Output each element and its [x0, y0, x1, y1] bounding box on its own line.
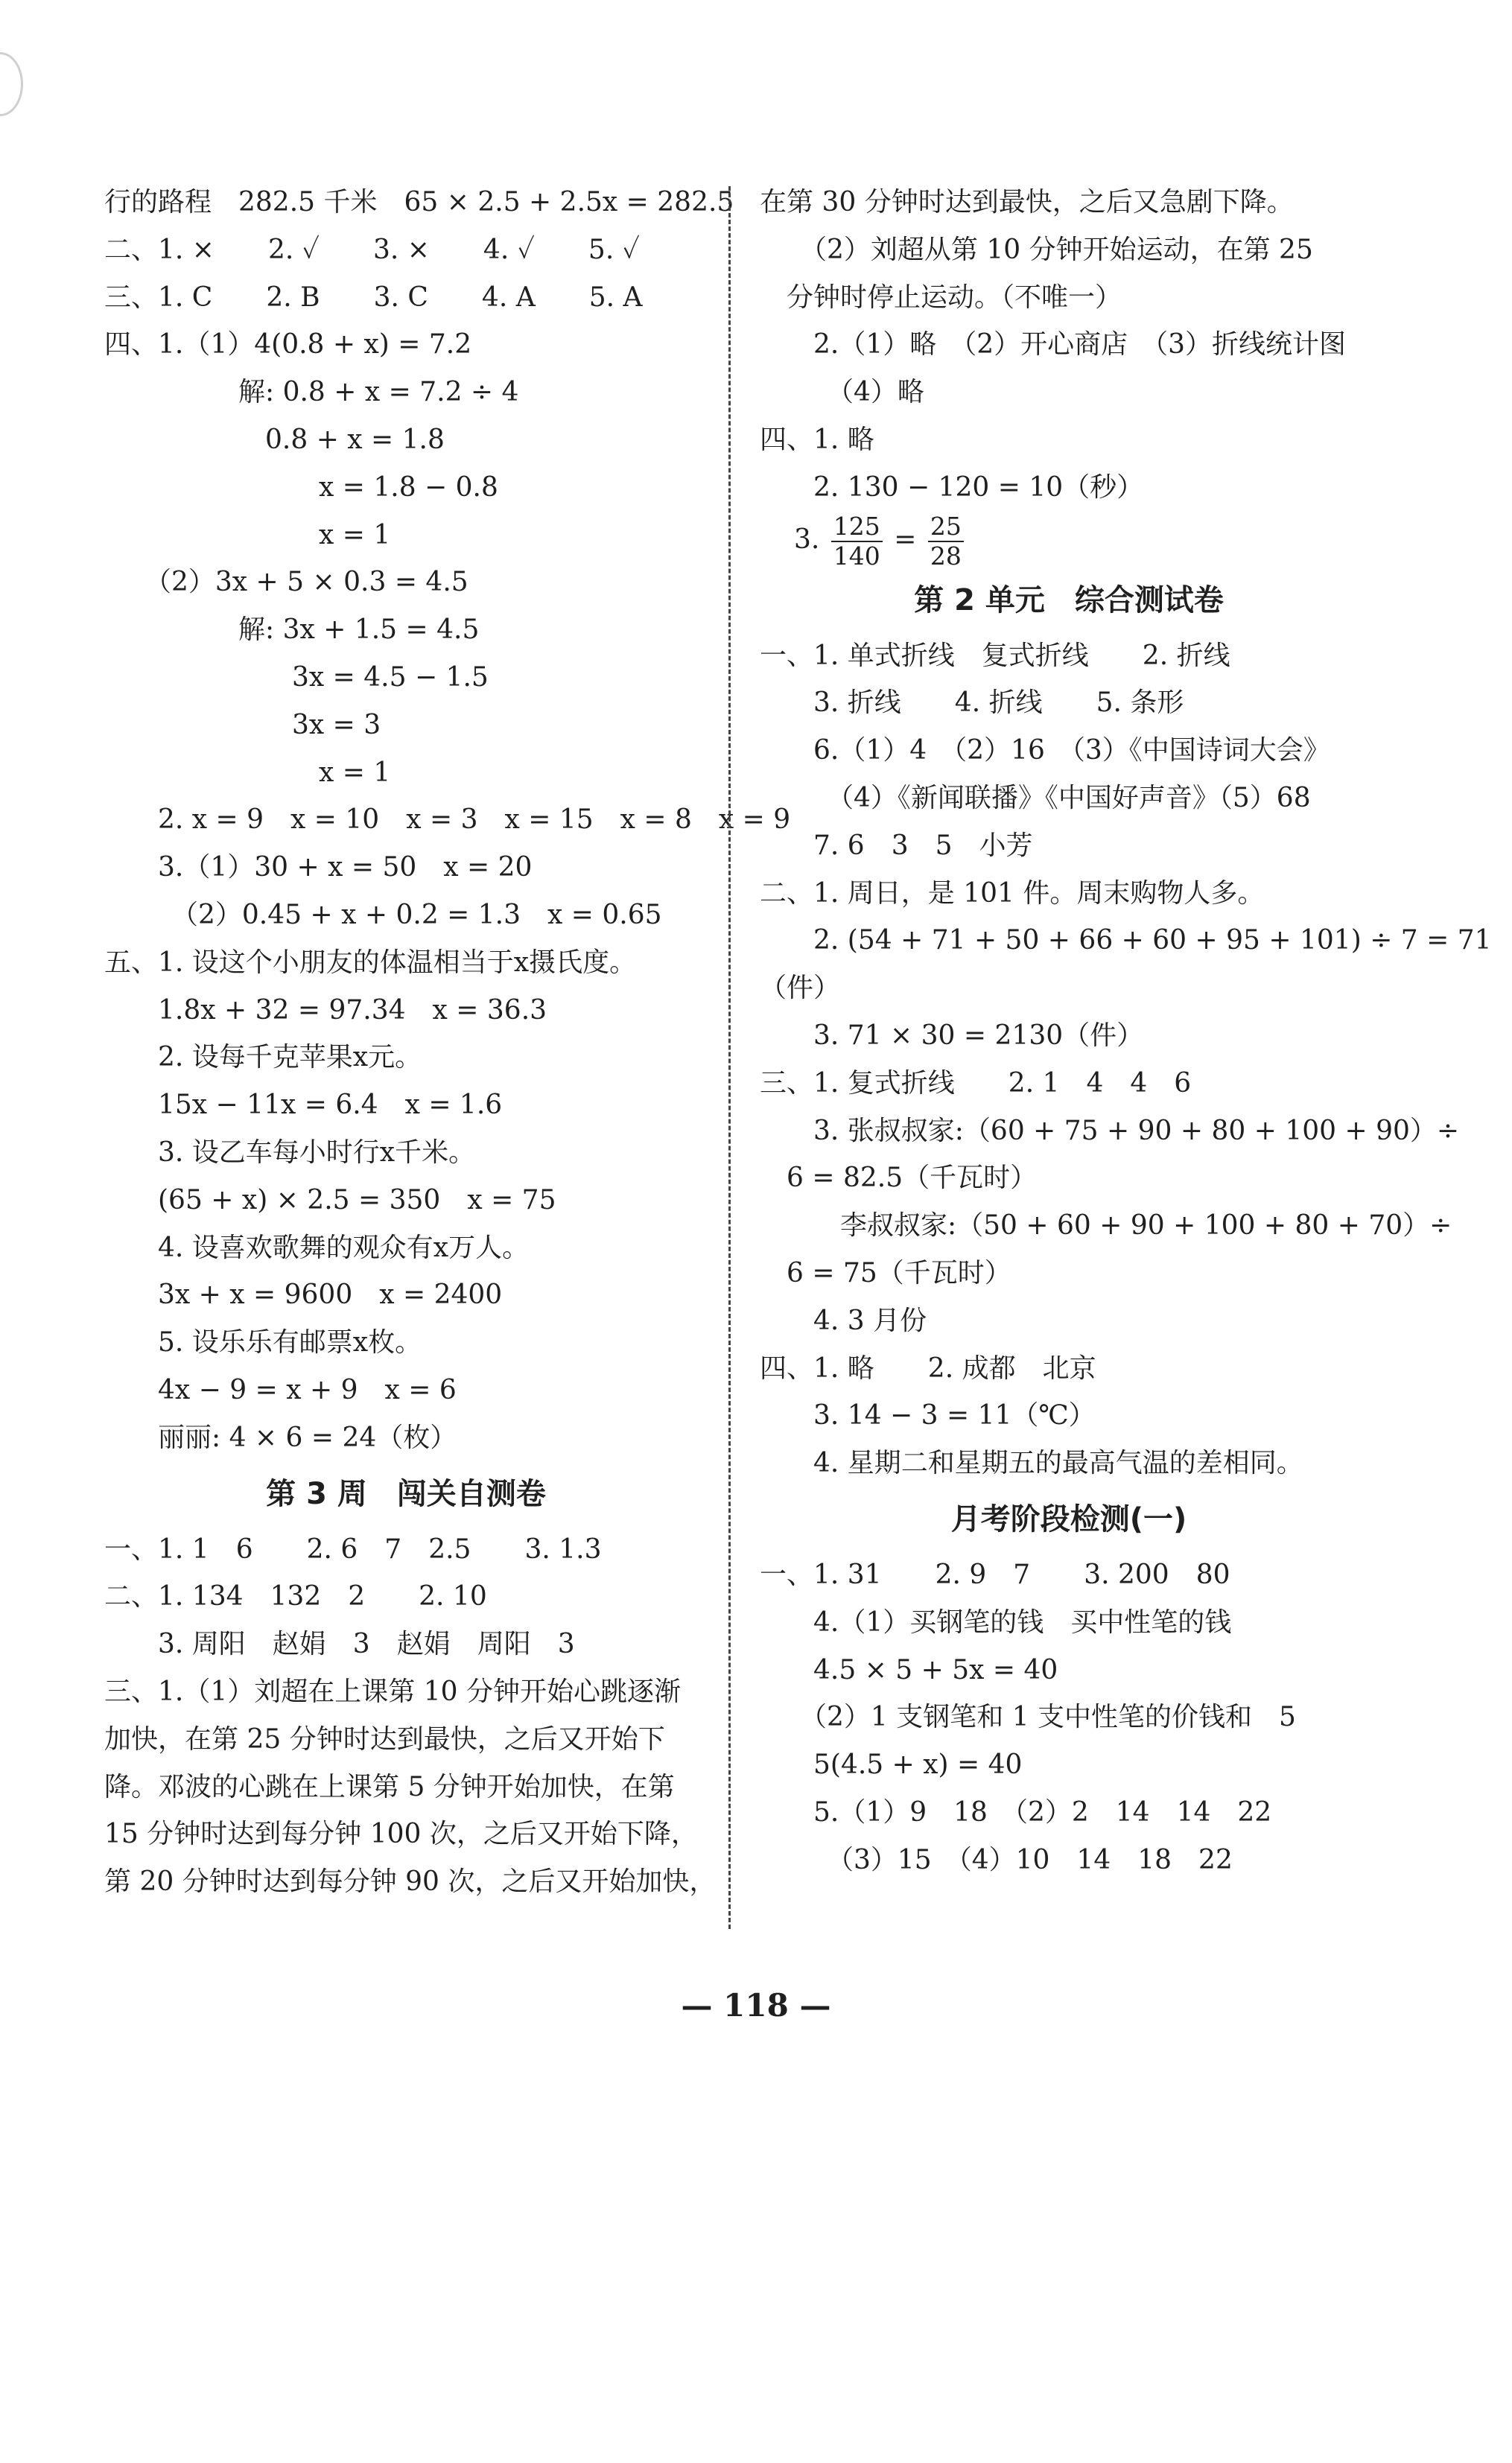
numerator: 25: [928, 512, 964, 542]
answer-line: （4）《新闻联播》《中国好声音》（5）68: [760, 782, 1311, 813]
fraction-label: 3.: [794, 524, 820, 555]
answer-line: 丽丽: 4 × 6 = 24（枚）: [104, 1422, 457, 1453]
numerator: 125: [831, 512, 883, 542]
answer-line: 五、1. 设这个小朋友的体温相当于x摄氏度。: [104, 947, 637, 978]
answer-line: （件）: [760, 973, 841, 1004]
answer-line: 6 = 82.5（千瓦时）: [760, 1163, 1038, 1194]
answer-line: 三、1.（1）刘超在上课第 10 分钟开始心跳逐渐: [104, 1676, 681, 1707]
answer-line: 降。邓波的心跳在上课第 5 分钟开始加快，在第: [104, 1771, 675, 1802]
answer-line: 行的路程 282.5 千米 65 × 2.5 + 2.5x = 282.5: [104, 187, 734, 217]
answer-line: 3. 张叔叔家:（60 + 75 + 90 + 80 + 100 + 90）÷: [760, 1115, 1460, 1146]
answer-line: 5.（1）9 18 （2）2 14 14 22: [760, 1796, 1272, 1828]
answer-line: 一、1. 单式折线 复式折线 2. 折线: [760, 640, 1230, 671]
answer-line: 4. 设喜欢歌舞的观众有x万人。: [104, 1232, 530, 1263]
answer-line: 2. 设每千克苹果x元。: [104, 1042, 422, 1073]
answer-line: 在第 30 分钟时达到最快，之后又急剧下降。: [760, 187, 1294, 217]
answer-line: x = 1.8 − 0.8: [104, 471, 498, 503]
answer-line: 5. 设乐乐有邮票x枚。: [104, 1327, 422, 1358]
answer-line: 二、1. 周日，是 101 件。周末购物人多。: [760, 877, 1265, 909]
answer-line: 三、1. 复式折线 2. 1 4 4 6: [760, 1067, 1192, 1099]
answer-line: 4. 3 月份: [760, 1305, 927, 1336]
section-heading: 第 3 周 闯关自测卷: [266, 1476, 546, 1511]
answer-line: 3x + x = 9600 x = 2400: [104, 1280, 503, 1311]
fraction-left: [831, 512, 883, 571]
answer-line: 李叔叔家:（50 + 60 + 90 + 100 + 80 + 70）÷: [760, 1210, 1452, 1242]
answer-line: 二、1. 134 132 2 2. 10: [104, 1581, 487, 1612]
answer-line: 分钟时停止运动。（不唯一）: [760, 282, 1122, 313]
answer-line: 2.（1）略 （2）开心商店 （3）折线统计图: [760, 329, 1347, 360]
answer-line: 解: 0.8 + x = 7.2 ÷ 4: [104, 377, 519, 408]
answer-line: 3. 14 − 3 = 11（℃）: [760, 1400, 1096, 1431]
answer-line: （2）3x + 5 × 0.3 = 4.5: [104, 567, 468, 598]
answer-line: 解: 3x + 1.5 = 4.5: [104, 614, 480, 646]
answer-line: 4. 星期二和星期五的最高气温的差相同。: [760, 1448, 1303, 1479]
binding-mark: [0, 52, 23, 116]
equals-sign: =: [894, 524, 917, 555]
answer-line: 一、1. 31 2. 9 7 3. 200 80: [760, 1559, 1230, 1590]
answer-line: x = 1: [104, 519, 391, 550]
answer-line: 6.（1）4 （2）16 （3）《中国诗词大会》: [760, 735, 1330, 766]
answer-line: x = 1: [104, 757, 391, 788]
answer-line: 0.8 + x = 1.8: [104, 424, 445, 455]
denominator: 28: [930, 541, 962, 571]
answer-line: 3x = 4.5 − 1.5: [104, 661, 489, 693]
fraction-answer: [760, 511, 1378, 571]
answer-line: 四、1.（1）4(0.8 + x) = 7.2: [104, 329, 472, 360]
column-divider: [728, 186, 731, 1929]
left-column: [104, 179, 791, 1906]
answer-line: 3x = 3: [104, 709, 381, 740]
answer-line: 5(4.5 + x) = 40: [760, 1749, 1023, 1781]
answer-line: 2. x = 9 x = 10 x = 3 x = 15 x = 8 x = 9: [104, 804, 791, 836]
answer-line: 第 20 分钟时达到每分钟 90 次，之后又开始加快，: [104, 1866, 717, 1898]
answer-line: 四、1. 略 2. 成都 北京: [760, 1353, 1096, 1384]
answer-line: 2. (54 + 71 + 50 + 66 + 60 + 95 + 101) ÷ 7 = 71: [760, 925, 1492, 956]
page-number: — 118 —: [681, 1987, 831, 2024]
answer-line: 四、1. 略: [760, 424, 874, 455]
answer-line: 15 分钟时达到每分钟 100 次，之后又开始下降，: [104, 1819, 698, 1850]
answer-line: 2. 130 − 120 = 10（秒）: [760, 471, 1144, 503]
answer-line: 3. 周阳 赵娟 3 赵娟 周阳 3: [104, 1629, 575, 1660]
answer-line: 加快，在第 25 分钟时达到最快，之后又开始下: [104, 1723, 665, 1755]
answer-line: 1.8x + 32 = 97.34 x = 36.3: [104, 994, 547, 1026]
answer-line: （2）刘超从第 10 分钟开始运动，在第 25: [760, 234, 1313, 265]
answer-line: 15x − 11x = 6.4 x = 1.6: [104, 1090, 503, 1121]
answer-line: （3）15 （4）10 14 18 22: [760, 1844, 1233, 1875]
answer-line: 7. 6 3 5 小芳: [760, 830, 1033, 861]
fraction-right: [928, 512, 964, 571]
answer-line: 二、1. × 2. ✓ 3. × 4. ✓ 5. ✓: [104, 234, 640, 265]
right-column: [760, 179, 1492, 1884]
answer-line: （2）0.45 + x + 0.2 = 1.3 x = 0.65: [104, 899, 662, 930]
answer-line: 三、1. C 2. B 3. C 4. A 5. A: [104, 282, 643, 313]
section-heading: 月考阶段检测(一): [950, 1501, 1187, 1536]
denominator: 140: [833, 541, 880, 571]
answer-line: 一、1. 1 6 2. 6 7 2.5 3. 1.3: [104, 1534, 602, 1565]
answer-line: （2）1 支钢笔和 1 支中性笔的价钱和 5: [760, 1702, 1296, 1733]
answer-line: 3.（1）30 + x = 50 x = 20: [104, 852, 533, 883]
answer-line: (65 + x) × 2.5 = 350 x = 75: [104, 1184, 556, 1215]
section-heading: 第 2 单元 综合测试卷: [914, 582, 1224, 617]
answer-line: 3. 71 × 30 = 2130（件）: [760, 1020, 1144, 1051]
answer-line: 4x − 9 = x + 9 x = 6: [104, 1374, 457, 1405]
answer-line: 6 = 75（千瓦时）: [760, 1257, 1011, 1288]
answer-line: （4）略: [760, 377, 924, 408]
answer-line: 4.（1）买钢笔的钱 买中性笔的钱: [760, 1606, 1232, 1638]
answer-line: 3. 折线 4. 折线 5. 条形: [760, 687, 1184, 719]
answer-line: 4.5 × 5 + 5x = 40: [760, 1654, 1058, 1685]
answer-line: 3. 设乙车每小时行x千米。: [104, 1137, 476, 1168]
